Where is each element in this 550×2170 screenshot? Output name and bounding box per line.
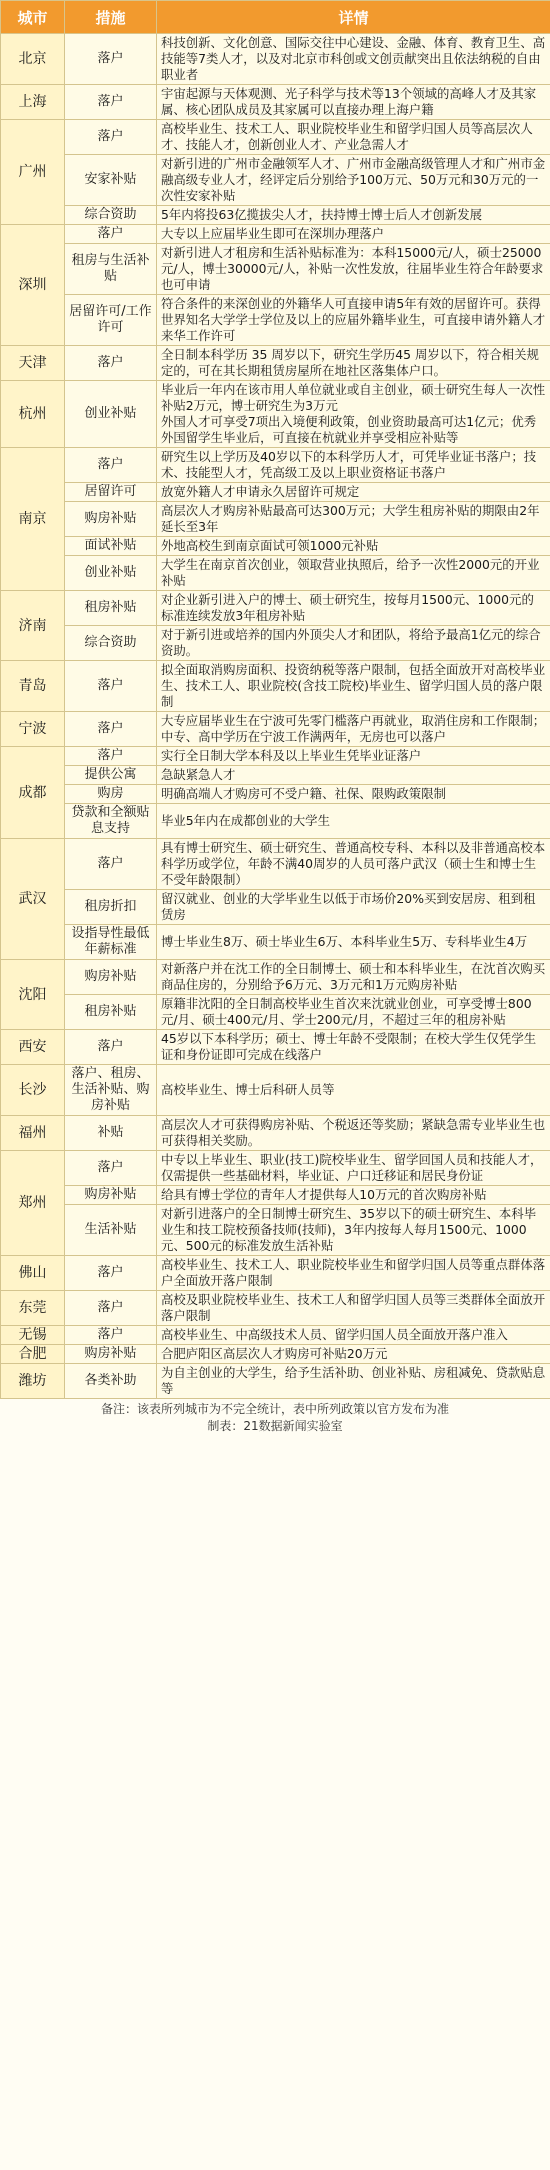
city-cell: 南京 bbox=[1, 448, 65, 591]
detail-cell: 急缺紧急人才 bbox=[157, 766, 550, 785]
detail-cell: 对新引进的广州市金融领军人才、广州市金融高级管理人才和广州市金融高级专业人才，经评定后分别给予100万元、50万元和30万元的一次性安家补贴 bbox=[157, 155, 550, 206]
detail-cell: 高校毕业生、博士后科研人员等 bbox=[157, 1065, 550, 1116]
table-row bbox=[1, 295, 550, 346]
table-row bbox=[1, 1205, 550, 1256]
measure-cell: 居留许可 bbox=[65, 483, 157, 502]
table-row bbox=[1, 1345, 550, 1364]
measure-cell: 购房补贴 bbox=[65, 1186, 157, 1205]
detail-cell: 毕业后一年内在该市用人单位就业或自主创业，硕士研究生每人一次性补贴2万元，博士研究生为3万元 外国人才可享受7项出入境便利政策，创业资助最高可达1亿元；优秀外国留学生毕业后，可直接在杭就业并享受相应补贴等 bbox=[157, 381, 550, 448]
measure-cell: 落户 bbox=[65, 661, 157, 712]
detail-cell: 外地高校生到南京面试可领1000元补贴 bbox=[157, 537, 550, 556]
detail-cell: 对新落户并在沈工作的全日制博士、硕士和本科毕业生，在沈首次购买商品住房的，分别给予6万元、3万元和1万元购房补贴 bbox=[157, 960, 550, 995]
table-row bbox=[1, 556, 550, 591]
measure-cell: 购房补贴 bbox=[65, 1345, 157, 1364]
table-row bbox=[1, 1186, 550, 1205]
measure-cell: 落户 bbox=[65, 1151, 157, 1186]
city-cell: 西安 bbox=[1, 1030, 65, 1065]
table-row bbox=[1, 346, 550, 381]
detail-cell: 实行全日制大学本科及以上毕业生凭毕业证落户 bbox=[157, 747, 550, 766]
measure-cell: 租房补贴 bbox=[65, 591, 157, 626]
measure-cell: 租房与生活补贴 bbox=[65, 244, 157, 295]
measure-cell: 落户 bbox=[65, 1256, 157, 1291]
measure-cell: 安家补贴 bbox=[65, 155, 157, 206]
table-row bbox=[1, 925, 550, 960]
measure-cell: 落户 bbox=[65, 1030, 157, 1065]
detail-cell: 原籍非沈阳的全日制高校毕业生首次来沈就业创业，可享受博士800元/月、硕士400元/月、学士200元/月，不超过三年的租房补贴 bbox=[157, 995, 550, 1030]
city-cell: 郑州 bbox=[1, 1151, 65, 1256]
detail-cell: 为自主创业的大学生，给予生活补助、创业补贴、房租减免、贷款贴息等 bbox=[157, 1364, 550, 1399]
measure-cell: 落户 bbox=[65, 85, 157, 120]
city-cell: 沈阳 bbox=[1, 960, 65, 1030]
table-row bbox=[1, 785, 550, 804]
footer-note: 备注：该表所列城市为不完全统计，表中所列政策以官方发布为准 bbox=[100, 1402, 449, 1416]
measure-cell: 落户 bbox=[65, 448, 157, 483]
table-row bbox=[1, 890, 550, 925]
table-row bbox=[1, 537, 550, 556]
city-cell: 武汉 bbox=[1, 839, 65, 960]
detail-cell: 中专以上毕业生、职业(技工)院校毕业生、留学回国人员和技能人才，仅需提供一些基础材料，毕业证、户口迁移证和居民身份证 bbox=[157, 1151, 550, 1186]
measure-cell: 租房折扣 bbox=[65, 890, 157, 925]
table-row bbox=[1, 839, 550, 890]
table-row bbox=[1, 712, 550, 747]
city-cell: 宁波 bbox=[1, 712, 65, 747]
measure-cell: 落户 bbox=[65, 747, 157, 766]
detail-cell: 留汉就业、创业的大学毕业生以低于市场价20%买到安居房、租到租赁房 bbox=[157, 890, 550, 925]
detail-cell: 高校及职业院校毕业生、技术工人和留学归国人员等三类群体全面放开落户限制 bbox=[157, 1291, 550, 1326]
detail-cell: 毕业5年内在成都创业的大学生 bbox=[157, 804, 550, 839]
measure-cell: 落户 bbox=[65, 120, 157, 155]
detail-cell: 符合条件的来深创业的外籍华人可直接申请5年有效的居留许可。获得世界知名大学学士学位及以上的应届外籍毕业生，可直接申请外籍人才来华工作许可 bbox=[157, 295, 550, 346]
measure-cell: 购房 bbox=[65, 785, 157, 804]
detail-cell: 高层次人才可获得购房补贴、个税返还等奖励；紧缺急需专业毕业生也可获得相关奖励。 bbox=[157, 1116, 550, 1151]
detail-cell: 研究生以上学历及40岁以下的本科学历人才，可凭毕业证书落户；技术、技能型人才，凭高级工及以上职业资格证书落户 bbox=[157, 448, 550, 483]
detail-cell: 科技创新、文化创意、国际交往中心建设、金融、体育、教育卫生、高技能等7类人才，以及对北京市科创或文创贡献突出且依法纳税的自由职业者 bbox=[157, 34, 550, 85]
city-cell: 无锡 bbox=[1, 1326, 65, 1345]
city-cell: 北京 bbox=[1, 34, 65, 85]
table-header-row bbox=[1, 1, 550, 34]
city-cell: 青岛 bbox=[1, 661, 65, 712]
detail-cell: 高校毕业生、技术工人、职业院校毕业生和留学归国人员等高层次人才、技能人才，创新创业人才、产业急需人才 bbox=[157, 120, 550, 155]
header-measure: 措施 bbox=[65, 1, 157, 34]
table-row bbox=[1, 120, 550, 155]
measure-cell: 创业补贴 bbox=[65, 556, 157, 591]
detail-cell: 5年内将投63亿揽拔尖人才，扶持博士博士后人才创新发展 bbox=[157, 206, 550, 225]
city-cell: 潍坊 bbox=[1, 1364, 65, 1399]
detail-cell: 对新引进落户的全日制博士研究生、35岁以下的硕士研究生、本科毕业生和技工院校预备技师(技师)，3年内按每人每月1500元、1000元、500元的标准发放生活补贴 bbox=[157, 1205, 550, 1256]
table-row bbox=[1, 661, 550, 712]
detail-cell: 高校毕业生、技术工人、职业院校毕业生和留学归国人员等重点群体落户全面放开落户限制 bbox=[157, 1256, 550, 1291]
detail-cell: 大专以上应届毕业生即可在深圳办理落户 bbox=[157, 225, 550, 244]
city-cell: 杭州 bbox=[1, 381, 65, 448]
measure-cell: 落户 bbox=[65, 346, 157, 381]
measure-cell: 面试补贴 bbox=[65, 537, 157, 556]
table-row bbox=[1, 1116, 550, 1151]
table-body bbox=[1, 34, 550, 1399]
city-cell: 天津 bbox=[1, 346, 65, 381]
detail-cell: 对于新引进或培养的国内外顶尖人才和团队，将给予最高1亿元的综合资助。 bbox=[157, 626, 550, 661]
city-cell: 福州 bbox=[1, 1116, 65, 1151]
measure-cell: 创业补贴 bbox=[65, 381, 157, 448]
table-row bbox=[1, 1065, 550, 1116]
table-row bbox=[1, 448, 550, 483]
detail-cell: 对新引进人才租房和生活补贴标准为：本科15000元/人，硕士25000元/人，博士30000元/人，补贴一次性发放，往届毕业生符合年龄要求也可申请 bbox=[157, 244, 550, 295]
table-row bbox=[1, 483, 550, 502]
table-row bbox=[1, 960, 550, 995]
table-row bbox=[1, 1030, 550, 1065]
measure-cell: 各类补助 bbox=[65, 1364, 157, 1399]
measure-cell: 补贴 bbox=[65, 1116, 157, 1151]
detail-cell: 对企业新引进入户的博士、硕士研究生，按每月1500元、1000元的标准连续发放3年租房补贴 bbox=[157, 591, 550, 626]
table-row bbox=[1, 225, 550, 244]
table-row bbox=[1, 1326, 550, 1345]
measure-cell: 提供公寓 bbox=[65, 766, 157, 785]
measure-cell: 落户 bbox=[65, 1291, 157, 1326]
detail-cell: 大学生在南京首次创业，领取营业执照后，给予一次性2000元的开业补贴 bbox=[157, 556, 550, 591]
detail-cell: 宇宙起源与天体观测、光子科学与技术等13个领域的高峰人才及其家属、核心团队成员及其家属可以直接办理上海户籍 bbox=[157, 85, 550, 120]
detail-cell: 拟全面取消购房面积、投资纳税等落户限制，包括全面放开对高校毕业生、技术工人、职业院校(含技工院校)毕业生、留学归国人员的落户限制 bbox=[157, 661, 550, 712]
measure-cell: 落户 bbox=[65, 1326, 157, 1345]
table-row bbox=[1, 591, 550, 626]
table-row bbox=[1, 1151, 550, 1186]
measure-cell: 购房补贴 bbox=[65, 960, 157, 995]
table-row bbox=[1, 244, 550, 295]
detail-cell: 博士毕业生8万、硕士毕业生6万、本科毕业生5万、专科毕业生4万 bbox=[157, 925, 550, 960]
measure-cell: 居留许可/工作许可 bbox=[65, 295, 157, 346]
table-row bbox=[1, 381, 550, 448]
detail-cell: 给具有博士学位的青年人才提供每人10万元的首次购房补贴 bbox=[157, 1186, 550, 1205]
table-row bbox=[1, 626, 550, 661]
header-city: 城市 bbox=[1, 1, 65, 34]
detail-cell: 放宽外籍人才申请永久居留许可规定 bbox=[157, 483, 550, 502]
detail-cell: 合肥庐阳区高层次人才购房可补贴20万元 bbox=[157, 1345, 550, 1364]
table-row bbox=[1, 804, 550, 839]
table-row bbox=[1, 1256, 550, 1291]
measure-cell: 落户 bbox=[65, 34, 157, 85]
city-cell: 长沙 bbox=[1, 1065, 65, 1116]
measure-cell: 综合资助 bbox=[65, 206, 157, 225]
table-row bbox=[1, 85, 550, 120]
measure-cell: 落户 bbox=[65, 225, 157, 244]
city-cell: 合肥 bbox=[1, 1345, 65, 1364]
measure-cell: 设指导性最低年薪标准 bbox=[65, 925, 157, 960]
detail-cell: 45岁以下本科学历；硕士、博士年龄不受限制；在校大学生仅凭学生证和身份证即可完成在线落户 bbox=[157, 1030, 550, 1065]
detail-cell: 具有博士研究生、硕士研究生、普通高校专科、本科以及非普通高校本科学历或学位，年龄不满40周岁的人员可落户武汉（硕士生和博士生不受年龄限制） bbox=[157, 839, 550, 890]
detail-cell: 高校毕业生、中高级技术人员、留学归国人员全面放开落户准入 bbox=[157, 1326, 550, 1345]
measure-cell: 落户 bbox=[65, 839, 157, 890]
measure-cell: 贷款和全额贴息支持 bbox=[65, 804, 157, 839]
city-cell: 成都 bbox=[1, 747, 65, 839]
table-footer bbox=[0, 1399, 550, 1435]
table-row bbox=[1, 502, 550, 537]
table-row bbox=[1, 155, 550, 206]
detail-cell: 明确高端人才购房可不受户籍、社保、限购政策限制 bbox=[157, 785, 550, 804]
measure-cell: 综合资助 bbox=[65, 626, 157, 661]
table-row bbox=[1, 766, 550, 785]
footer-maker: 制表：21数据新闻实验室 bbox=[207, 1419, 343, 1433]
table-row bbox=[1, 995, 550, 1030]
table-row bbox=[1, 206, 550, 225]
city-cell: 佛山 bbox=[1, 1256, 65, 1291]
detail-cell: 高层次人才购房补贴最高可达300万元；大学生租房补贴的期限由2年延长至3年 bbox=[157, 502, 550, 537]
measure-cell: 租房补贴 bbox=[65, 995, 157, 1030]
city-cell: 广州 bbox=[1, 120, 65, 225]
city-cell: 深圳 bbox=[1, 225, 65, 346]
header-detail: 详情 bbox=[157, 1, 550, 34]
table-row bbox=[1, 34, 550, 85]
city-cell: 东莞 bbox=[1, 1291, 65, 1326]
detail-cell: 全日制本科学历 35 周岁以下，研究生学历45 周岁以下，符合相关规定的，可在其长期租赁房屋所在地社区落集体户口。 bbox=[157, 346, 550, 381]
city-cell: 济南 bbox=[1, 591, 65, 661]
detail-cell: 大专应届毕业生在宁波可先零门槛落户再就业，取消住房和工作限制；中专、高中学历在宁波工作满两年，无房也可以落户 bbox=[157, 712, 550, 747]
city-cell: 上海 bbox=[1, 85, 65, 120]
measure-cell: 落户 bbox=[65, 712, 157, 747]
table-row bbox=[1, 1364, 550, 1399]
table-row bbox=[1, 747, 550, 766]
table-row bbox=[1, 1291, 550, 1326]
measure-cell: 生活补贴 bbox=[65, 1205, 157, 1256]
measure-cell: 购房补贴 bbox=[65, 502, 157, 537]
measure-cell: 落户、租房、生活补贴、购房补贴 bbox=[65, 1065, 157, 1116]
